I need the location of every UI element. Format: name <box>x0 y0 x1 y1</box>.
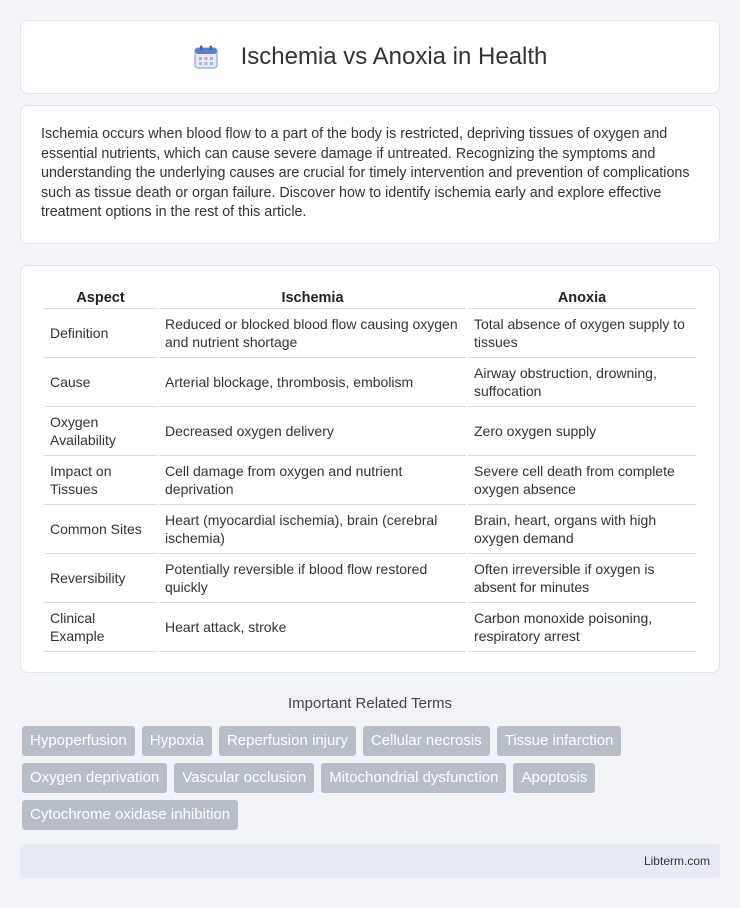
table-cell: Airway obstruction, drowning, suffocation <box>468 358 696 407</box>
page-title: Ischemia vs Anoxia in Health <box>240 43 548 70</box>
table-cell: Heart (myocardial ischemia), brain (cerebral ischemia) <box>159 505 466 554</box>
calendar-icon <box>193 44 219 70</box>
comparison-card <box>20 265 720 673</box>
table-row <box>44 554 696 603</box>
header-aspect: Aspect <box>44 286 157 309</box>
table-cell: Carbon monoxide poisoning, respiratory arrest <box>468 603 696 652</box>
tag-tissue-infarction[interactable]: Tissue infarction <box>497 726 622 756</box>
table-cell: Reversibility <box>44 554 157 603</box>
table-header-row <box>44 286 696 309</box>
tag-apoptosis[interactable]: Apoptosis <box>513 763 595 793</box>
tag-cellular-necrosis[interactable]: Cellular necrosis <box>363 726 490 756</box>
table-row <box>44 358 696 407</box>
header-anoxia: Anoxia <box>468 286 696 309</box>
footer-site-link[interactable]: Libterm.com <box>643 853 710 868</box>
tag-vascular-occlusion[interactable]: Vascular occlusion <box>174 763 314 793</box>
table-cell: Total absence of oxygen supply to tissues <box>468 309 696 358</box>
tag-mitochondrial-dysfunction[interactable]: Mitochondrial dysfunction <box>321 763 506 793</box>
table-cell: Potentially reversible if blood flow restored quickly <box>159 554 466 603</box>
table-row <box>44 456 696 505</box>
tag-reperfusion-injury[interactable]: Reperfusion injury <box>219 726 356 756</box>
intro-card <box>20 105 720 244</box>
table-cell: Definition <box>44 309 157 358</box>
header-card <box>20 20 720 94</box>
table-row <box>44 309 696 358</box>
table-cell: Oxygen Availability <box>44 407 157 456</box>
table-cell: Clinical Example <box>44 603 157 652</box>
related-tags <box>22 726 720 830</box>
tag-cytochrome-oxidase-inhibition[interactable]: Cytochrome oxidase inhibition <box>22 800 238 830</box>
table-row <box>44 603 696 652</box>
header-ischemia: Ischemia <box>159 286 466 309</box>
table-cell: Common Sites <box>44 505 157 554</box>
related-terms-title: Important Related Terms <box>288 694 452 712</box>
footer <box>20 844 720 878</box>
table-cell: Severe cell death from complete oxygen absence <box>468 456 696 505</box>
table-cell: Cause <box>44 358 157 407</box>
table-cell: Arterial blockage, thrombosis, embolism <box>159 358 466 407</box>
table-cell: Decreased oxygen delivery <box>159 407 466 456</box>
table-cell: Cell damage from oxygen and nutrient deprivation <box>159 456 466 505</box>
table-cell: Reduced or blocked blood flow causing oxygen and nutrient shortage <box>159 309 466 358</box>
table-cell: Impact on Tissues <box>44 456 157 505</box>
intro-text: Ischemia occurs when blood flow to a part of the body is restricted, depriving tissues of oxygen and essential nutrients, which can cause severe damage if untreated. Recognizing the symptoms and understanding the underlying causes are crucial for timely intervention and prevention of complications such as tissue death or organ failure. Discover how to identify ischemia early and explore effective treatment options in the rest of this article. <box>41 126 690 220</box>
comparison-table <box>42 286 698 652</box>
table-cell: Often irreversible if oxygen is absent for minutes <box>468 554 696 603</box>
tag-oxygen-deprivation[interactable]: Oxygen deprivation <box>22 763 167 793</box>
table-row <box>44 407 696 456</box>
tag-hypoperfusion[interactable]: Hypoperfusion <box>22 726 135 756</box>
table-cell: Brain, heart, organs with high oxygen demand <box>468 505 696 554</box>
table-cell: Heart attack, stroke <box>159 603 466 652</box>
table-cell: Zero oxygen supply <box>468 407 696 456</box>
table-row <box>44 505 696 554</box>
tag-hypoxia[interactable]: Hypoxia <box>142 726 212 756</box>
